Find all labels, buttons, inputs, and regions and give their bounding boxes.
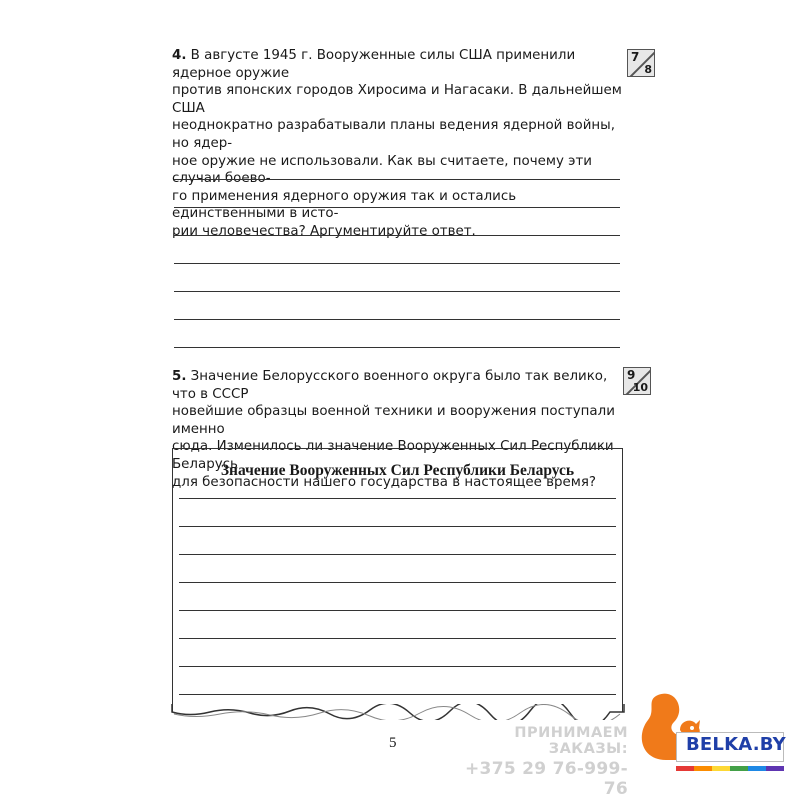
promo-phone: +375 29 76-999-76 (465, 759, 628, 799)
score-top: 9 (627, 368, 636, 382)
task-5-line: сюда. Изменилось ли значение Вооруженных Сил Республики Беларусь (172, 439, 614, 472)
score-top: 7 (631, 50, 640, 64)
answer-line[interactable] (179, 583, 616, 611)
score-bottom: 10 (632, 381, 648, 394)
answer-frame-title: Значение Вооруженных Сил Республики Беларусь (220, 462, 575, 479)
task-5-score-badge (623, 367, 651, 395)
task-4-line: неоднократно разрабатывали планы ведения ядерной войны, но ядер- (172, 118, 616, 151)
score-bottom: 8 (644, 63, 652, 76)
task-5-line (172, 368, 624, 403)
page-number: 5 (389, 735, 397, 751)
task-4-answer-lines[interactable] (174, 152, 620, 348)
answer-line[interactable] (174, 236, 620, 264)
answer-line[interactable] (174, 152, 620, 180)
answer-line[interactable] (174, 264, 620, 292)
answer-line[interactable] (179, 639, 616, 667)
task-4-score-badge (627, 49, 655, 77)
task-4-line: ное оружие не использовали. Как вы считаете, почему эти случаи боево- (172, 153, 593, 187)
answer-line[interactable] (179, 555, 616, 583)
task-4-line-text: В августе 1945 г. Вооруженные силы США применили ядерное оружие (172, 48, 576, 81)
task-5-line: новейшие образцы военной техники и вооружения поступали именно (172, 404, 615, 437)
answer-line[interactable] (179, 499, 616, 527)
task-5-line: для безопасности нашего государства в настоящее время? (172, 474, 597, 490)
answer-line[interactable] (174, 208, 620, 236)
promo-watermark (456, 725, 628, 799)
logo-stripe (676, 766, 784, 771)
answer-line[interactable] (174, 320, 620, 348)
task-4-line: го применения ядерного оружия так и остались единственными в исто- (172, 188, 517, 222)
task-4-line (172, 47, 624, 82)
task-4-line: рии человечества? Аргументируйте ответ. (172, 223, 476, 239)
logo-text: BELKA.BY (686, 734, 786, 755)
answer-line[interactable] (179, 611, 616, 639)
task-5-number: 5. (172, 369, 187, 384)
answer-line[interactable] (174, 292, 620, 320)
answer-line[interactable] (179, 667, 616, 695)
task-5-line-text: Значение Белорусского военного округа было так велико, что в СССР (172, 369, 608, 402)
promo-line-1: ПРИНИМАЕМ ЗАКАЗЫ: (514, 725, 628, 757)
answer-line[interactable] (179, 471, 616, 499)
answer-line[interactable] (179, 527, 616, 555)
task-4-number: 4. (172, 48, 187, 63)
torn-edge (170, 704, 626, 720)
belka-logo[interactable] (636, 690, 786, 780)
task-5-answer-frame (172, 448, 623, 712)
answer-line[interactable] (174, 180, 620, 208)
task-4-line: против японских городов Хиросима и Нагасаки. В дальнейшем США (172, 83, 622, 116)
task-5-answer-lines[interactable] (179, 471, 616, 695)
